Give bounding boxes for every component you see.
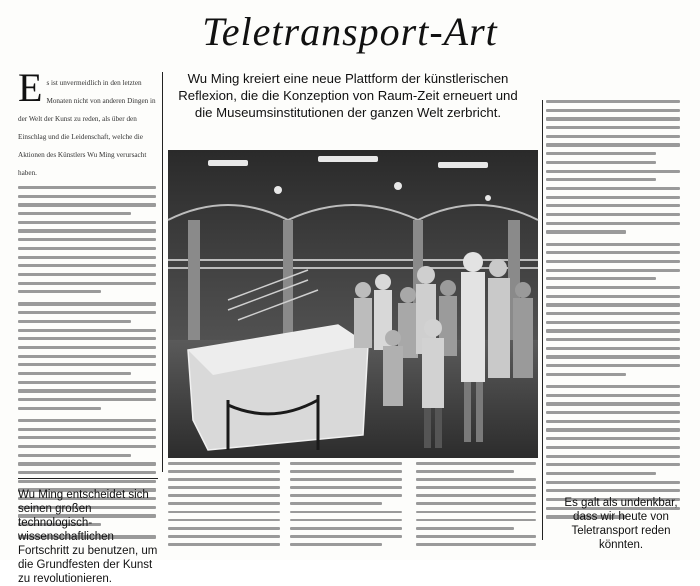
text-line (168, 470, 280, 473)
text-line (546, 347, 680, 350)
text-line (546, 420, 680, 423)
text-line (546, 364, 680, 367)
text-line (18, 203, 156, 206)
text-line (546, 303, 680, 306)
pull-quote-right: Es galt als undenkbar, dass wir heute von Teletransport reden könnten. (564, 497, 678, 551)
bottom-text-column-2 (290, 462, 402, 558)
column-divider (162, 72, 163, 472)
text-line (168, 502, 280, 505)
text-line (416, 494, 536, 497)
text-line (18, 320, 131, 323)
text-line (290, 543, 382, 546)
text-line (546, 152, 656, 155)
left-column-body (18, 186, 156, 539)
text-line (546, 222, 680, 225)
text-line (416, 527, 514, 530)
text-line (546, 269, 680, 272)
text-line (416, 462, 536, 465)
text-line (546, 295, 680, 298)
text-line (546, 126, 680, 129)
text-line (168, 543, 280, 546)
text-line (546, 481, 680, 484)
text-line (168, 527, 280, 530)
text-line (18, 273, 156, 276)
text-line (18, 311, 156, 314)
text-line (18, 195, 156, 198)
text-line (168, 535, 280, 538)
text-line (290, 535, 402, 538)
text-line (546, 251, 680, 254)
text-line (546, 100, 680, 103)
text-line (546, 277, 656, 280)
text-line (546, 385, 680, 388)
text-line (18, 256, 156, 259)
text-line (18, 445, 156, 448)
text-line (546, 321, 680, 324)
text-line (18, 186, 156, 189)
text-line (18, 471, 156, 474)
article-title: Teletransport-Art (202, 9, 498, 54)
text-line (18, 454, 131, 457)
text-line (416, 519, 536, 522)
text-line (546, 170, 680, 173)
bottom-text-column-1 (168, 462, 280, 558)
text-line (18, 407, 101, 410)
text-line (546, 286, 680, 289)
text-line (168, 511, 280, 514)
text-line (18, 381, 156, 384)
text-line (290, 470, 402, 473)
text-line (546, 312, 680, 315)
text-line (546, 489, 680, 492)
text-line (546, 213, 680, 216)
text-line (546, 135, 680, 138)
text-line (290, 502, 382, 505)
column-divider (542, 100, 543, 540)
text-line (290, 511, 402, 514)
text-line (18, 282, 156, 285)
text-line (416, 511, 536, 514)
text-line (416, 502, 536, 505)
text-line (546, 446, 680, 449)
text-line (546, 355, 680, 358)
text-line (18, 398, 156, 401)
text-line (546, 204, 680, 207)
text-line (546, 394, 680, 397)
text-line (290, 462, 402, 465)
text-line (546, 373, 626, 376)
text-line (290, 494, 402, 497)
text-line (546, 243, 680, 246)
text-line (168, 494, 280, 497)
lead-paragraph (18, 65, 156, 180)
text-line (546, 472, 656, 475)
photo-illustration (168, 150, 538, 458)
text-line (546, 402, 680, 405)
pull-quote-left: Wu Ming entscheidet sich seinen großen technologisch-wissenschaftlichen Fortschritt zu benutzen, um die Grundfesten der Kunst zu revolutionieren. (18, 489, 158, 585)
text-line (18, 355, 156, 358)
text-line (546, 437, 680, 440)
text-line (546, 230, 626, 233)
text-line (18, 389, 156, 392)
text-line (18, 290, 101, 293)
text-line (18, 480, 156, 483)
text-line (416, 486, 536, 489)
text-line (546, 161, 656, 164)
text-line (290, 519, 402, 522)
text-line (546, 329, 680, 332)
text-line (416, 543, 536, 546)
text-line (546, 117, 680, 120)
text-line (546, 455, 680, 458)
text-line (18, 247, 156, 250)
text-line (546, 143, 680, 146)
text-line (290, 527, 402, 530)
text-line (18, 462, 156, 465)
bottom-text-column-3 (416, 462, 536, 558)
text-line (290, 478, 402, 481)
text-line (546, 411, 680, 414)
text-line (416, 470, 514, 473)
exhibition-photo (168, 150, 538, 458)
lead-text: s ist unvermeidlich in den letzten Monaten nicht von anderen Dingen in der Welt der Kunst zu reden, als über den Einschlag und die Leidenschaft, welche die Aktionen des Künstlers Wu Ming verursacht haben. (18, 79, 156, 177)
text-line (546, 187, 680, 190)
text-line (18, 419, 156, 422)
text-line (546, 109, 680, 112)
right-text-column (546, 100, 680, 530)
text-line (168, 519, 280, 522)
left-text-column (18, 65, 156, 472)
pull-quote-rule (18, 478, 158, 479)
text-line (18, 436, 156, 439)
text-line (18, 428, 156, 431)
text-line (546, 196, 680, 199)
drop-cap: E (18, 65, 43, 110)
text-line (18, 212, 131, 215)
text-line (168, 478, 280, 481)
text-line (18, 363, 156, 366)
text-line (416, 478, 536, 481)
article-subtitle: Wu Ming kreiert eine neue Plattform der künstlerischen Reflexion, die die Konzeption von Raum-Zeit erneuert und die Museumsinstitutionen der ganzen Welt zerbricht. (178, 71, 518, 120)
text-line (18, 372, 131, 375)
text-line (168, 462, 280, 465)
text-line (168, 486, 280, 489)
text-line (546, 428, 680, 431)
text-line (546, 178, 656, 181)
text-line (18, 346, 156, 349)
text-line (18, 221, 156, 224)
text-line (18, 302, 156, 305)
text-line (18, 337, 156, 340)
text-line (546, 260, 680, 263)
text-line (290, 486, 402, 489)
text-line (546, 338, 680, 341)
text-line (18, 229, 156, 232)
text-line (416, 535, 536, 538)
text-line (18, 264, 156, 267)
text-line (18, 329, 156, 332)
text-line (546, 463, 680, 466)
text-line (18, 238, 156, 241)
